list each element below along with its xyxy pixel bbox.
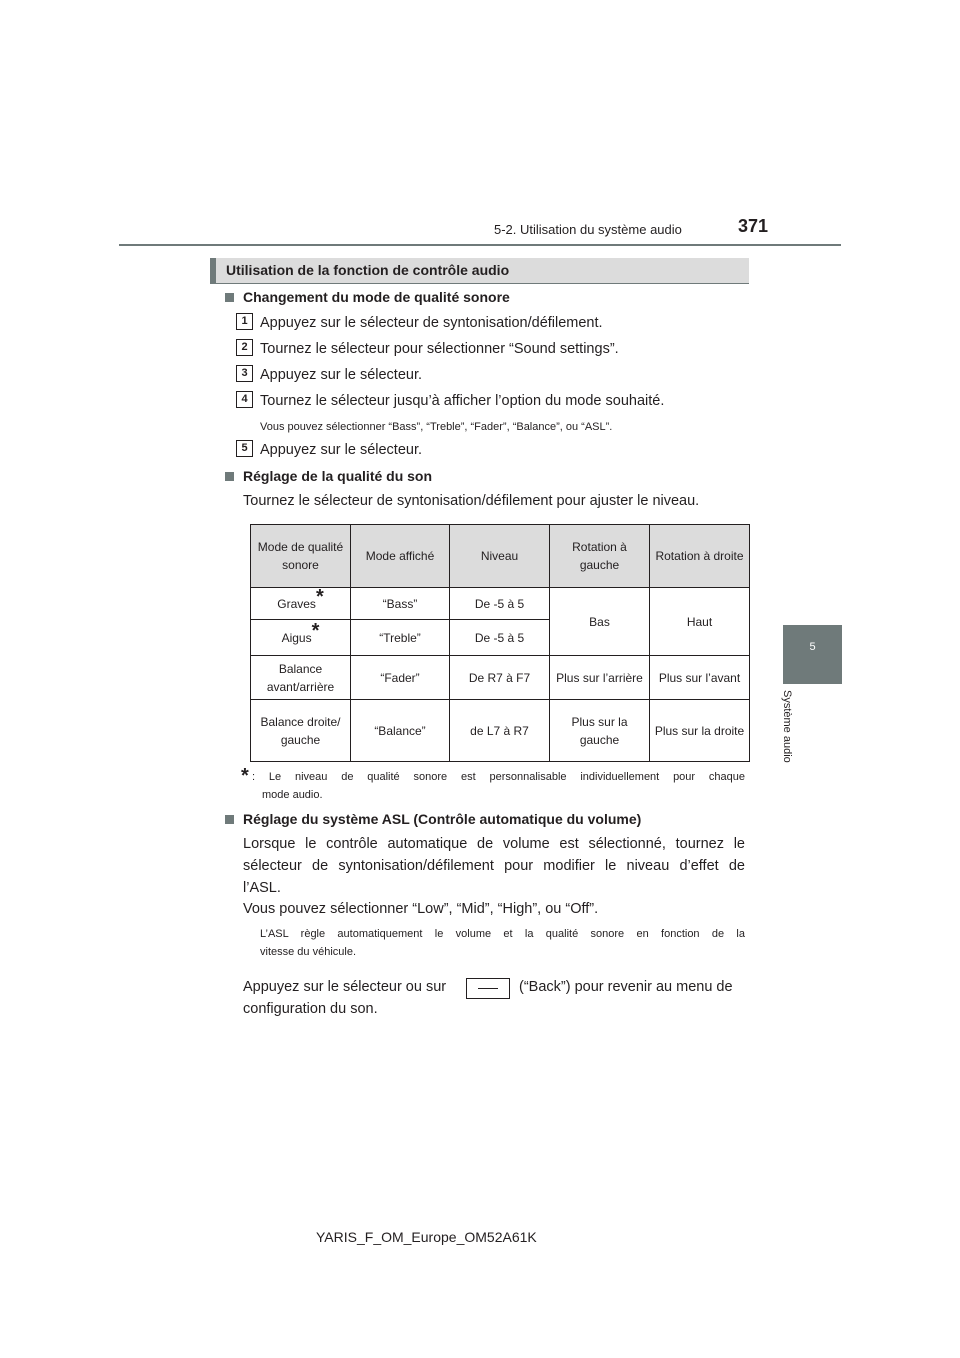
table-row bbox=[251, 588, 750, 620]
footnote-text-line-1: : Le niveau de qualité sonore est personnalisable individuellement pour chaque bbox=[252, 771, 745, 783]
subheading-quality-adjust: Réglage de la qualité du son bbox=[243, 468, 433, 484]
footer-document-code: YARIS_F_OM_Europe_OM52A61K bbox=[316, 1229, 537, 1245]
step-2-text: Tournez le sélecteur pour sélectionner “Sound settings”. bbox=[260, 341, 619, 357]
table-cell-mode bbox=[251, 585, 351, 620]
table-cell-right: Plus sur l’avant bbox=[650, 656, 750, 700]
bullet-square-icon bbox=[225, 815, 234, 824]
subheading-change-mode: Changement du mode de qualité sonore bbox=[243, 289, 510, 305]
step-1-text: Appuyez sur le sélecteur de syntonisation/défilement. bbox=[260, 315, 603, 331]
step-number-5: 5 bbox=[236, 440, 253, 457]
table-cell-mode: Balance droite/ gauche bbox=[251, 700, 351, 762]
table-cell-display: “Fader” bbox=[351, 656, 450, 700]
table-cell-mode bbox=[251, 620, 351, 656]
table-header: Rotation à droite bbox=[650, 525, 750, 588]
mode-label: Aigus bbox=[281, 630, 312, 645]
chapter-number: 5 bbox=[809, 641, 816, 653]
back-button-icon bbox=[466, 978, 510, 999]
footnote-star: * bbox=[315, 585, 324, 608]
return-text-after: (“Back”) pour revenir au menu de bbox=[519, 979, 733, 995]
table-cell-left: Bas bbox=[550, 588, 650, 656]
header-rule bbox=[119, 244, 841, 246]
table-cell-level: de L7 à R7 bbox=[450, 700, 550, 762]
section-bar-accent bbox=[210, 258, 216, 283]
section-title-bar bbox=[210, 258, 749, 284]
return-text-before: Appuyez sur le sélecteur ou sur bbox=[243, 979, 447, 995]
asl-text-line-1: Lorsque le contrôle automatique de volume est sélectionné, tournez le bbox=[243, 836, 745, 852]
table-cell-right: Haut bbox=[650, 588, 750, 656]
step-number-2: 2 bbox=[236, 339, 253, 356]
table-cell-mode: Balance avant/arrière bbox=[251, 656, 351, 700]
return-text-line-2: configuration du son. bbox=[243, 1001, 378, 1017]
table-cell-display: “Treble” bbox=[351, 620, 450, 656]
table-row bbox=[251, 700, 750, 762]
step-number-3: 3 bbox=[236, 365, 253, 382]
footnote-text-line-2: mode audio. bbox=[262, 789, 323, 801]
section-title: Utilisation de la fonction de contrôle audio bbox=[226, 262, 510, 278]
chapter-title-text: Système audio bbox=[781, 690, 793, 763]
page-number: 371 bbox=[738, 216, 769, 236]
subheading-asl: Réglage du système ASL (Contrôle automatique du volume) bbox=[243, 811, 642, 827]
table-cell-level: De R7 à F7 bbox=[450, 656, 550, 700]
table-cell-left: Plus sur la gauche bbox=[550, 700, 650, 762]
asl-note-line-2: vitesse du véhicule. bbox=[260, 946, 356, 958]
step-number-1: 1 bbox=[236, 313, 253, 330]
asl-text-line-3: l’ASL. bbox=[243, 880, 281, 896]
chapter-title bbox=[781, 690, 805, 790]
bullet-square-icon bbox=[225, 472, 234, 481]
table-header: Niveau bbox=[450, 525, 550, 588]
table-cell-left: Plus sur l’arrière bbox=[550, 656, 650, 700]
table-cell-right: Plus sur la droite bbox=[650, 700, 750, 762]
step-4-note: Vous pouvez sélectionner “Bass”, “Treble”, “Fader”, “Balance”, ou “ASL”. bbox=[260, 421, 613, 433]
back-icon-bar bbox=[478, 988, 498, 989]
chapter-tab bbox=[783, 625, 842, 684]
table-header: Rotation à gauche bbox=[550, 525, 650, 588]
asl-text-line-4: Vous pouvez sélectionner “Low”, “Mid”, “High”, ou “Off”. bbox=[243, 901, 599, 917]
step-4-text: Tournez le sélecteur jusqu’à afficher l’option du mode souhaité. bbox=[260, 393, 665, 409]
asl-note-line-1: L’ASL règle automatiquement le volume et la qualité sonore en fonction de la bbox=[260, 928, 745, 940]
step-5-text: Appuyez sur le sélecteur. bbox=[260, 442, 423, 458]
step-3-text: Appuyez sur le sélecteur. bbox=[260, 367, 423, 383]
bullet-square-icon bbox=[225, 293, 234, 302]
step-number-4: 4 bbox=[236, 391, 253, 408]
table-header: Mode de qualité sonore bbox=[251, 525, 351, 588]
sound-settings-table bbox=[250, 524, 750, 762]
asl-text-line-2: sélecteur de syntonisation/défilement pour modifier le niveau d’effet de bbox=[243, 858, 745, 874]
table-header-row bbox=[251, 525, 750, 588]
table-row bbox=[251, 656, 750, 700]
table-cell-level: De -5 à 5 bbox=[450, 620, 550, 656]
quality-adjust-text: Tournez le sélecteur de syntonisation/défilement pour ajuster le niveau. bbox=[243, 493, 700, 509]
header-section-title: 5-2. Utilisation du système audio bbox=[494, 222, 682, 237]
mode-label: Graves bbox=[277, 596, 316, 611]
footnote-marker: * bbox=[241, 765, 249, 787]
table-cell-level: De -5 à 5 bbox=[450, 588, 550, 620]
table-cell-display: “Balance” bbox=[351, 700, 450, 762]
footnote-star: * bbox=[311, 619, 320, 642]
table-header: Mode affiché bbox=[351, 525, 450, 588]
table-cell-display: “Bass” bbox=[351, 588, 450, 620]
